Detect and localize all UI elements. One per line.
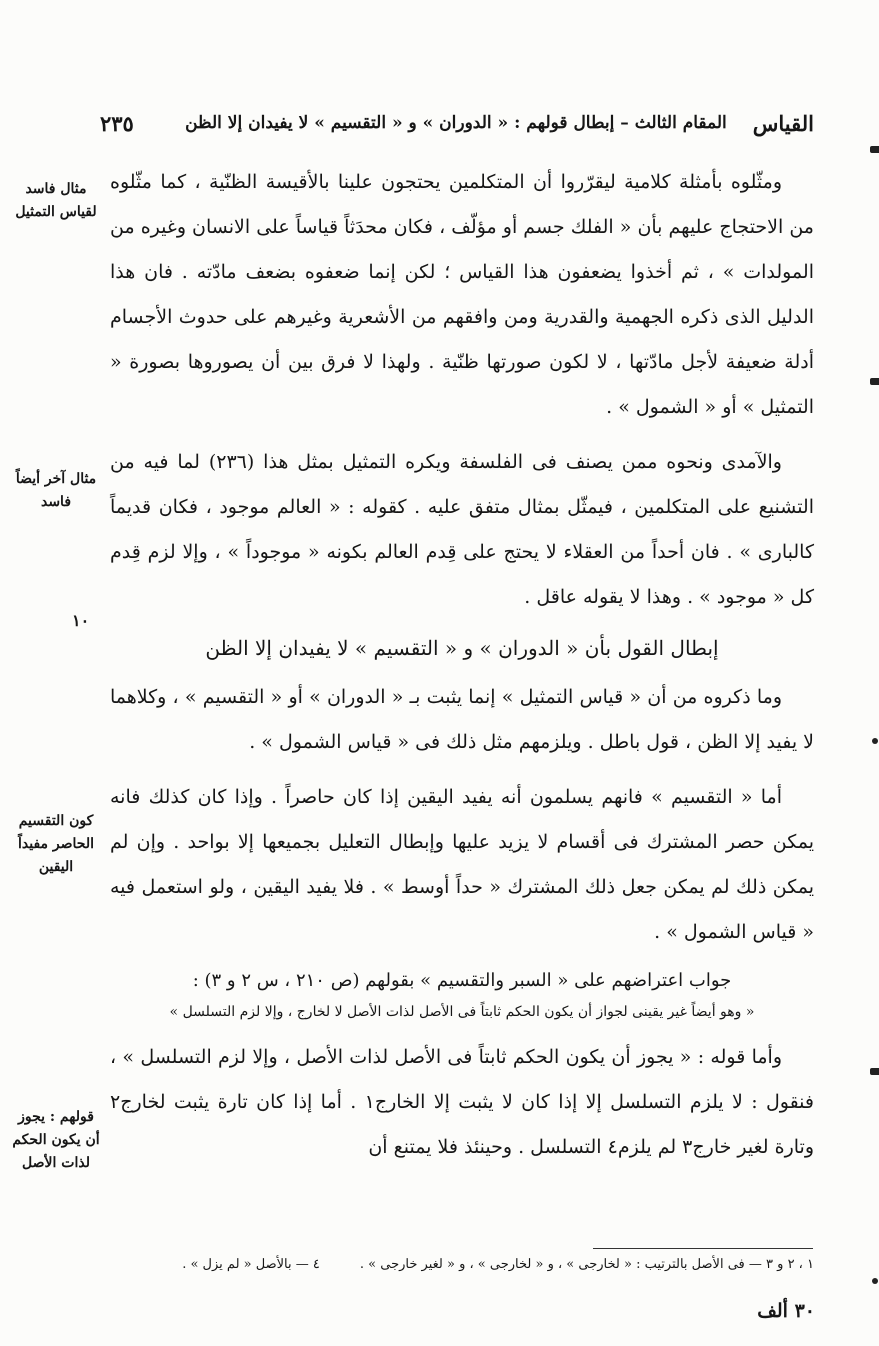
quoted-objection: « وهو أيضاً غير يقينى لجواز أن يكون الحكم ثابتاً فى الأصل لذات الأصل لا لخارج ، وإلا لزم التسلسل »	[169, 1004, 755, 1020]
section-heading-2: جواب اعتراضهم على « السبر والتقسيم » بقولهم (ص ٢١٠ ، س ٢ و ٣) :	[192, 970, 732, 991]
margin-note-3: كون التقسيم الحاصر مفيداً اليقين	[18, 813, 94, 875]
line-number: ١٠	[72, 611, 90, 630]
footnote-divider	[593, 1248, 813, 1249]
paragraph-4: أما « التقسيم » فانهم يسلمون أنه يفيد اليقين إذا كان حاصراً . وإذا كان كذلك فانه يمكن حصر المشترك فى أقسام لا يزيد عليها وإبطال التعليل بجميعها إلا بواحد . وإن لم يمكن ذلك لم يمكن جعل ذلك المشترك « حداً أوسط » . فلا يفيد اليقين ، ولو استعمل فيه « قياس الشمول » .	[110, 786, 814, 943]
edge-mark	[872, 1278, 878, 1284]
header-title: القياس	[752, 110, 814, 136]
signature-mark: ٣٠ ألف	[757, 1300, 815, 1322]
paragraph-5: وأما قوله : « يجوز أن يكون الحكم ثابتاً فى الأصل لذات الأصل ، وإلا لزم التسلسل » ، فنقول : لا يلزم التسلسل إلا إذا كان لا يثبت إلا الخارج١ . أما إذا كان تارة يثبت لخارج٢ وتارة لغير خارج٣ لم يلزم٤ التسلسل . وحينئذ فلا يمتنع أن	[110, 1046, 814, 1158]
edge-mark	[870, 146, 879, 153]
running-header	[100, 106, 814, 140]
footnotes	[110, 1254, 814, 1276]
paragraph-2: والآمدى ونحوه ممن يصنف فى الفلسفة ويكره التمثيل بمثل هذا (٢٣٦) لما فيه من التشنيع على المتكلمين ، فيمثّل بمثال متفق عليه . كقوله : « العالم موجود ، فكان قديماً كالبارى » . فان أحداً من العقلاء لا يحتج على قِدم العالم بكونه « موجوداً » ، وإلا لزم قِدم كل « موجود » . وهذا لا يقوله عاقل .	[110, 451, 814, 608]
margin-note-1: مثال فاسد لقياس التمثيل	[15, 181, 97, 220]
paragraph-3: وما ذكروه من أن « قياس التمثيل » إنما يثبت بـ « الدوران » أو « التقسيم » ، وكلاهما لا يفيد إلا الظن ، قول باطل . ويلزمهم مثل ذلك فى « قياس الشمول » .	[110, 686, 814, 753]
header-section-title: المقام الثالث – إبطال قولهم : « الدوران » و « التقسيم » لا يفيدان إلا الظن	[185, 113, 727, 133]
main-text	[110, 160, 814, 1170]
edge-mark	[872, 738, 878, 744]
edge-mark	[870, 378, 879, 385]
section-heading-1: إبطال القول بأن « الدوران » و « التقسيم » لا يفيدان إلا الظن	[205, 636, 719, 660]
page-number: ٢٣٥	[100, 110, 134, 136]
footnote-2: ٤ — بالأصل « لم يزل » .	[182, 1257, 320, 1272]
margin-note-4: قولهم : يجوز أن يكون الحكم لذات الأصل	[12, 1109, 100, 1171]
footnote-1: ١ ، ٢ و ٣ — فى الأصل بالترتيب : « لخارجى » ، و « لخارجى » ، و « لغير خارجى » .	[359, 1257, 814, 1272]
paragraph-1: ومثّلوه بأمثلة كلامية ليقرّروا أن المتكلمين يحتجون علينا بالأقيسة الظنّية ، كما مثّلوه من الاحتجاج عليهم بأن « الفلك جسم أو مؤلّف ، فكان محدَثاً قياساً على الانسان وغيره من المولدات » ، ثم أخذوا يضعفون هذا القياس ؛ لكن إنما ضعفوه بضعف مادّته . فان هذا الدليل الذى ذكره الجهمية والقدرية ومن وافقهم من الأشعرية وغيرهم على حدوث الأجسام أدلة ضعيفة لأجل مادّتها ، لا لكون صورتها ظنّية . ولهذا لا فرق بين أن يصوروها بصورة « التمثيل » أو « الشمول » .	[110, 171, 814, 418]
edge-mark	[870, 1068, 879, 1075]
margin-note-2: مثال آخر أيضاً فاسد	[15, 471, 97, 510]
